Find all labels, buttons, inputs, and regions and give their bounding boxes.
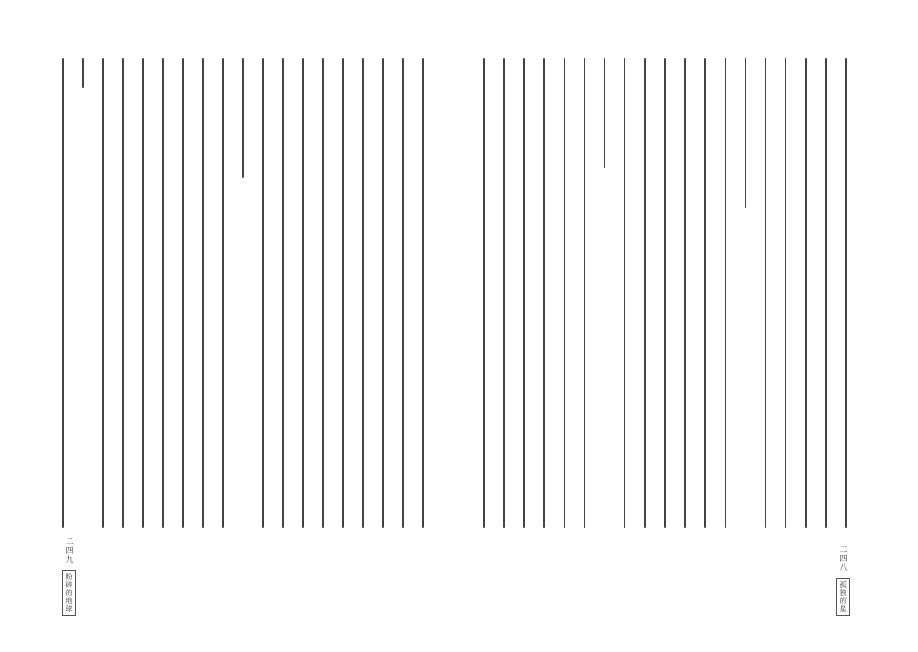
left-page-text-line — [202, 58, 204, 528]
left-page-text-line — [382, 58, 384, 528]
right-page-text-line — [483, 58, 485, 528]
right-page-text-line — [564, 58, 566, 528]
left-page-text-line — [162, 58, 164, 528]
right-page-text-line — [523, 58, 525, 528]
right-page-text-line — [845, 58, 847, 528]
right-page-text-line — [805, 58, 807, 528]
left-page-footer — [62, 537, 76, 616]
left-page-text-line — [122, 58, 124, 528]
right-page-text-line — [825, 58, 827, 528]
left-running-title: 粉碎的地球 — [62, 570, 76, 616]
left-page-text-line — [302, 58, 304, 528]
right-page-text-line — [604, 58, 606, 168]
right-page-text-line — [584, 58, 586, 528]
right-page-text-line — [704, 58, 706, 528]
right-page-text-line — [684, 58, 686, 528]
right-page-text-line — [644, 58, 646, 528]
left-page-text-line — [62, 58, 64, 528]
right-page-number: 二四八 — [839, 545, 848, 572]
left-page-text-line — [182, 58, 184, 528]
right-page-footer — [836, 545, 850, 616]
right-page-text-columns — [483, 58, 847, 528]
left-page-text-line — [222, 58, 224, 528]
right-page-text-line — [543, 58, 545, 528]
right-page-text-line — [664, 58, 666, 528]
left-page-text-line — [262, 58, 264, 528]
left-page-number: 二四九 — [65, 537, 74, 564]
right-page-text-line — [624, 58, 626, 528]
left-page-text-line — [422, 58, 424, 528]
left-page-text-line — [242, 58, 244, 178]
left-page-text-line — [142, 58, 144, 528]
left-page-text-line — [362, 58, 364, 528]
left-page-text-line — [82, 58, 84, 88]
right-page-text-line — [745, 58, 747, 208]
right-page-text-line — [503, 58, 505, 528]
right-running-title: 孤独的星 — [836, 578, 850, 616]
left-page-text-columns — [62, 58, 424, 528]
left-page-text-line — [322, 58, 324, 528]
left-page-text-line — [342, 58, 344, 528]
right-page-text-line — [785, 58, 787, 528]
left-page-text-line — [402, 58, 404, 528]
left-page-text-line — [282, 58, 284, 528]
right-page-text-line — [725, 58, 727, 528]
right-page-text-line — [765, 58, 767, 528]
left-page-text-line — [102, 58, 104, 528]
